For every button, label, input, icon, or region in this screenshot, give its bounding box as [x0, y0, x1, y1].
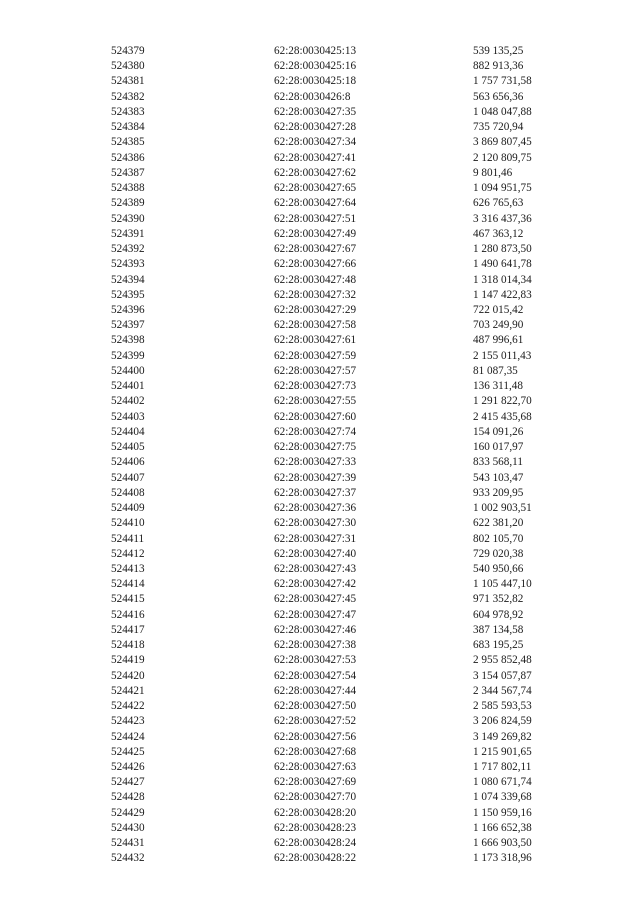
- cadastral-value: 1 147 422,83: [473, 288, 532, 301]
- cadastral-value: 1 094 951,75: [473, 182, 532, 195]
- cadastral-number: 62:28:0030427:37: [274, 486, 357, 499]
- row-number: 524396: [111, 303, 145, 316]
- table-row: [0, 364, 640, 379]
- row-number: 524429: [111, 806, 145, 819]
- cadastral-number: 62:28:0030427:55: [274, 395, 357, 408]
- cadastral-value: 622 381,20: [473, 517, 524, 530]
- row-number: 524391: [111, 227, 145, 240]
- row-number: 524392: [111, 243, 145, 256]
- row-number: 524416: [111, 608, 145, 621]
- table-row: [0, 212, 640, 227]
- cadastral-value: 540 950,66: [473, 562, 524, 575]
- cadastral-number: 62:28:0030427:73: [274, 380, 357, 393]
- table-row: [0, 59, 640, 74]
- table-row: [0, 318, 640, 333]
- cadastral-value: 2 155 011,43: [473, 349, 532, 362]
- cadastral-value: 1 173 318,96: [473, 852, 532, 865]
- table-row: [0, 623, 640, 638]
- cadastral-number: 62:28:0030427:68: [274, 745, 357, 758]
- cadastral-number: 62:28:0030427:39: [274, 471, 357, 484]
- row-number: 524406: [111, 456, 145, 469]
- row-number: 524394: [111, 273, 145, 286]
- cadastral-value: 3 206 824,59: [473, 715, 532, 728]
- table-row: [0, 166, 640, 181]
- row-number: 524428: [111, 791, 145, 804]
- cadastral-number: 62:28:0030427:48: [274, 273, 357, 286]
- cadastral-value: 2 120 809,75: [473, 151, 532, 164]
- row-number: 524380: [111, 60, 145, 73]
- cadastral-value: 467 363,12: [473, 227, 524, 240]
- table-row: [0, 669, 640, 684]
- table-row: [0, 592, 640, 607]
- cadastral-number: 62:28:0030427:32: [274, 288, 357, 301]
- cadastral-number: 62:28:0030427:35: [274, 105, 357, 118]
- cadastral-value: 160 017,97: [473, 441, 524, 454]
- cadastral-value: 683 195,25: [473, 639, 524, 652]
- cadastral-number: 62:28:0030427:36: [274, 502, 357, 515]
- row-number: 524393: [111, 258, 145, 271]
- row-number: 524417: [111, 623, 145, 636]
- cadastral-number: 62:28:0030427:45: [274, 593, 357, 606]
- row-number: 524425: [111, 745, 145, 758]
- cadastral-value: 1 166 652,38: [473, 821, 532, 834]
- cadastral-number: 62:28:0030427:63: [274, 761, 357, 774]
- table-row: [0, 562, 640, 577]
- row-number: 524424: [111, 730, 145, 743]
- row-number: 524405: [111, 441, 145, 454]
- cadastral-number: 62:28:0030427:54: [274, 669, 357, 682]
- row-number: 524389: [111, 197, 145, 210]
- cadastral-number: 62:28:0030427:41: [274, 151, 357, 164]
- cadastral-value: 735 720,94: [473, 121, 524, 134]
- cadastral-number: 62:28:0030425:18: [274, 75, 357, 88]
- cadastral-number: 62:28:0030427:62: [274, 166, 357, 179]
- cadastral-value: 1 717 802,11: [473, 761, 532, 774]
- row-number: 524423: [111, 715, 145, 728]
- row-number: 524418: [111, 639, 145, 652]
- cadastral-number: 62:28:0030427:28: [274, 121, 357, 134]
- cadastral-value: 543 103,47: [473, 471, 524, 484]
- row-number: 524402: [111, 395, 145, 408]
- row-number: 524422: [111, 700, 145, 713]
- row-number: 524407: [111, 471, 145, 484]
- cadastral-number: 62:28:0030427:30: [274, 517, 357, 530]
- table-row: [0, 410, 640, 425]
- table-row: [0, 273, 640, 288]
- row-number: 524399: [111, 349, 145, 362]
- cadastral-number: 62:28:0030427:53: [274, 654, 357, 667]
- cadastral-number: 62:28:0030428:22: [274, 852, 357, 865]
- cadastral-value: 3 154 057,87: [473, 669, 532, 682]
- cadastral-value: 487 996,61: [473, 334, 524, 347]
- cadastral-number: 62:28:0030427:57: [274, 364, 357, 377]
- cadastral-number: 62:28:0030428:24: [274, 837, 357, 850]
- cadastral-number: 62:28:0030427:38: [274, 639, 357, 652]
- cadastral-value: 563 656,36: [473, 90, 524, 103]
- cadastral-number: 62:28:0030427:70: [274, 791, 357, 804]
- cadastral-value: 154 091,26: [473, 425, 524, 438]
- table-row: [0, 806, 640, 821]
- row-number: 524387: [111, 166, 145, 179]
- row-number: 524403: [111, 410, 145, 423]
- row-number: 524401: [111, 380, 145, 393]
- row-number: 524382: [111, 90, 145, 103]
- cadastral-value: 136 311,48: [473, 380, 523, 393]
- cadastral-number: 62:28:0030427:59: [274, 349, 357, 362]
- cadastral-value: 882 913,36: [473, 60, 524, 73]
- cadastral-value: 2 955 852,48: [473, 654, 532, 667]
- row-number: 524384: [111, 121, 145, 134]
- document-table: [0, 44, 640, 867]
- row-number: 524397: [111, 319, 145, 332]
- table-row: [0, 455, 640, 470]
- row-number: 524420: [111, 669, 145, 682]
- cadastral-value: 933 209,95: [473, 486, 524, 499]
- cadastral-number: 62:28:0030427:44: [274, 684, 357, 697]
- cadastral-value: 722 015,42: [473, 303, 524, 316]
- cadastral-value: 539 135,25: [473, 45, 524, 57]
- table-row: [0, 730, 640, 745]
- table-row: [0, 486, 640, 501]
- table-row: [0, 303, 640, 318]
- row-number: 524430: [111, 821, 145, 834]
- cadastral-number: 62:28:0030427:67: [274, 243, 357, 256]
- cadastral-number: 62:28:0030427:66: [274, 258, 357, 271]
- table-row: [0, 821, 640, 836]
- table-row: [0, 151, 640, 166]
- cadastral-number: 62:28:0030428:20: [274, 806, 357, 819]
- cadastral-value: 3 149 269,82: [473, 730, 532, 743]
- table-row: [0, 196, 640, 211]
- cadastral-number: 62:28:0030427:43: [274, 562, 357, 575]
- table-row: [0, 516, 640, 531]
- cadastral-value: 3 316 437,36: [473, 212, 532, 225]
- cadastral-number: 62:28:0030427:56: [274, 730, 357, 743]
- cadastral-number: 62:28:0030427:40: [274, 547, 357, 560]
- cadastral-number: 62:28:0030427:74: [274, 425, 357, 438]
- table-row: [0, 851, 640, 866]
- row-number: 524395: [111, 288, 145, 301]
- table-row: [0, 532, 640, 547]
- row-number: 524414: [111, 578, 145, 591]
- table-row: [0, 577, 640, 592]
- row-number: 524379: [111, 45, 145, 57]
- cadastral-value: 1 215 901,65: [473, 745, 532, 758]
- cadastral-number: 62:28:0030427:34: [274, 136, 357, 149]
- table-row: [0, 425, 640, 440]
- cadastral-value: 1 490 641,78: [473, 258, 532, 271]
- cadastral-value: 802 105,70: [473, 532, 524, 545]
- row-number: 524390: [111, 212, 145, 225]
- table-row: [0, 638, 640, 653]
- cadastral-value: 833 568,11: [473, 456, 523, 469]
- row-number: 524412: [111, 547, 145, 560]
- table-row: [0, 181, 640, 196]
- cadastral-number: 62:28:0030427:46: [274, 623, 357, 636]
- table-row: [0, 288, 640, 303]
- table-row: [0, 135, 640, 150]
- row-number: 524432: [111, 852, 145, 865]
- table-row: [0, 790, 640, 805]
- table-row: [0, 714, 640, 729]
- cadastral-value: 2 344 567,74: [473, 684, 532, 697]
- table-row: [0, 394, 640, 409]
- cadastral-value: 2 585 593,53: [473, 700, 532, 713]
- row-number: 524415: [111, 593, 145, 606]
- cadastral-number: 62:28:0030427:52: [274, 715, 357, 728]
- cadastral-number: 62:28:0030428:23: [274, 821, 357, 834]
- row-number: 524398: [111, 334, 145, 347]
- row-number: 524431: [111, 837, 145, 850]
- cadastral-number: 62:28:0030427:75: [274, 441, 357, 454]
- table-row: [0, 379, 640, 394]
- table-row: [0, 227, 640, 242]
- cadastral-value: 626 765,63: [473, 197, 524, 210]
- table-row: [0, 349, 640, 364]
- row-number: 524400: [111, 364, 145, 377]
- table-row: [0, 471, 640, 486]
- row-number: 524388: [111, 182, 145, 195]
- table-row: [0, 699, 640, 714]
- cadastral-value: 604 978,92: [473, 608, 524, 621]
- row-number: 524381: [111, 75, 145, 88]
- cadastral-value: 1 318 014,34: [473, 273, 532, 286]
- cadastral-value: 1 074 339,68: [473, 791, 532, 804]
- table-row: [0, 242, 640, 257]
- row-number: 524408: [111, 486, 145, 499]
- cadastral-value: 1 757 731,58: [473, 75, 532, 88]
- row-number: 524409: [111, 502, 145, 515]
- table-row: [0, 120, 640, 135]
- cadastral-number: 62:28:0030427:50: [274, 700, 357, 713]
- table-row: [0, 105, 640, 120]
- cadastral-value: 1 291 822,70: [473, 395, 532, 408]
- cadastral-number: 62:28:0030427:64: [274, 197, 357, 210]
- table-row: [0, 333, 640, 348]
- cadastral-number: 62:28:0030426:8: [274, 90, 351, 103]
- row-number: 524385: [111, 136, 145, 149]
- cadastral-value: 1 002 903,51: [473, 502, 532, 515]
- cadastral-value: 703 249,90: [473, 319, 524, 332]
- row-number: 524427: [111, 776, 145, 789]
- cadastral-number: 62:28:0030427:61: [274, 334, 357, 347]
- row-number: 524404: [111, 425, 145, 438]
- cadastral-value: 81 087,35: [473, 364, 518, 377]
- cadastral-value: 3 869 807,45: [473, 136, 532, 149]
- cadastral-number: 62:28:0030427:31: [274, 532, 357, 545]
- cadastral-number: 62:28:0030425:13: [274, 45, 357, 57]
- cadastral-number: 62:28:0030425:16: [274, 60, 357, 73]
- table-row: [0, 90, 640, 105]
- table-row: [0, 775, 640, 790]
- row-number: 524410: [111, 517, 145, 530]
- table-row: [0, 74, 640, 89]
- cadastral-value: 387 134,58: [473, 623, 524, 636]
- cadastral-value: 729 020,38: [473, 547, 524, 560]
- cadastral-number: 62:28:0030427:47: [274, 608, 357, 621]
- cadastral-value: 1 048 047,88: [473, 105, 532, 118]
- cadastral-value: 9 801,46: [473, 166, 513, 179]
- cadastral-number: 62:28:0030427:33: [274, 456, 357, 469]
- table-row: [0, 684, 640, 699]
- cadastral-number: 62:28:0030427:60: [274, 410, 357, 423]
- row-number: 524419: [111, 654, 145, 667]
- cadastral-number: 62:28:0030427:42: [274, 578, 357, 591]
- row-number: 524413: [111, 562, 145, 575]
- row-number: 524426: [111, 761, 145, 774]
- cadastral-value: 1 280 873,50: [473, 243, 532, 256]
- cadastral-value: 1 150 959,16: [473, 806, 532, 819]
- table-row: [0, 501, 640, 516]
- table-row: [0, 44, 640, 59]
- table-row: [0, 547, 640, 562]
- cadastral-value: 1 666 903,50: [473, 837, 532, 850]
- cadastral-number: 62:28:0030427:58: [274, 319, 357, 332]
- row-number: 524411: [111, 532, 145, 545]
- table-row: [0, 745, 640, 760]
- cadastral-value: 2 415 435,68: [473, 410, 532, 423]
- row-number: 524386: [111, 151, 145, 164]
- cadastral-number: 62:28:0030427:65: [274, 182, 357, 195]
- cadastral-number: 62:28:0030427:51: [274, 212, 357, 225]
- cadastral-number: 62:28:0030427:49: [274, 227, 357, 240]
- cadastral-number: 62:28:0030427:69: [274, 776, 357, 789]
- row-number: 524383: [111, 105, 145, 118]
- cadastral-value: 1 080 671,74: [473, 776, 532, 789]
- table-row: [0, 608, 640, 623]
- cadastral-value: 1 105 447,10: [473, 578, 532, 591]
- table-row: [0, 653, 640, 668]
- table-row: [0, 257, 640, 272]
- table-row: [0, 760, 640, 775]
- cadastral-value: 971 352,82: [473, 593, 524, 606]
- table-row: [0, 836, 640, 851]
- table-row: [0, 440, 640, 455]
- row-number: 524421: [111, 684, 145, 697]
- cadastral-number: 62:28:0030427:29: [274, 303, 357, 316]
